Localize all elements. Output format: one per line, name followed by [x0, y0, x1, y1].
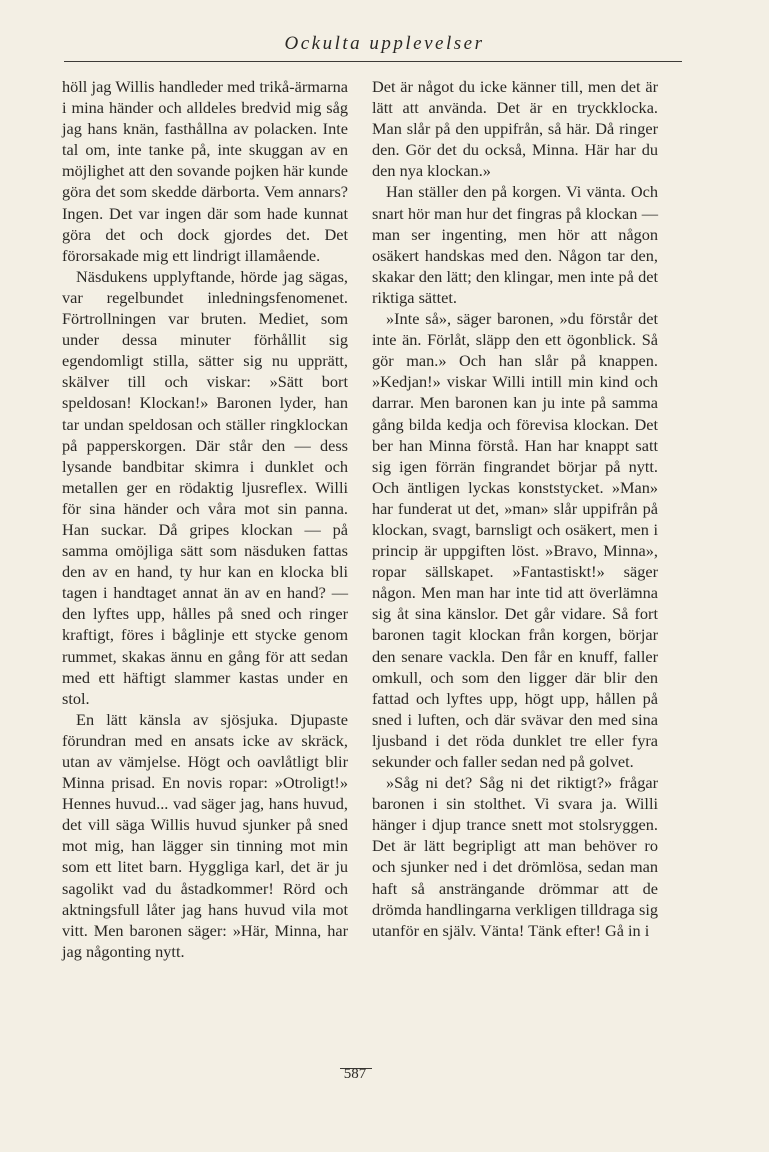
- right-paragraph-3: »Inte så», säger baronen, »du förstår det inte än. Förlåt, släpp den ett ögonblick. Så gör man.» Och han slår på knappen. »Kedjan!» viskar Willi intill min kind och darrar. Men baronen kan ju inte på samma gång bilda kedja och förevisa klockan. Det ber han Minna förstå. Han har knappt satt sig igen förrän fingrandet börjar på nytt. Och äntligen lyckas konststycket. »Man» har funderat ut det, »man» slår uppifrån på klockan, svagt, barnsligt och osäkert, men i princip är uppgiften löst. »Bravo, Minna», ropar sällskapet. »Fantastiskt!» säger någon. Men man har inte tid att överlämna sig åt sina känslor. Det går vidare. Så fort baronen tagit klockan från korgen, börjar den senare vackla. Den får en knuff, faller omkull, och som den ligger där blir den fattad och lyftes upp, högt upp, hållen på sned i luften, och där svävar den med sina ljusband i det röda dunklet tre eller fyra sekunder och faller sedan ned på golvet.: [372, 309, 658, 771]
- left-paragraph-1: höll jag Willis handleder med trikå-ärmarna i mina händer och alldeles bredvid mig såg jag hans knän, fasthållna av polacken. Inte tal om, inte tanke på, inte skuggan av en möjlighet att den sovande pojken här kunde göra det som skedde därborta. Vem annars? Ingen. Det var ingen där som hade kunnat göra det och dock gjordes det. Det förorsakade mig ett lindrigt illamående.: [62, 77, 348, 265]
- page-number: 587: [343, 1066, 367, 1082]
- header-rule: [64, 61, 682, 62]
- left-paragraph-3: En lätt känsla av sjösjuka. Djupaste förundran med en ansats icke av skräck, utan av vämjelse. Högt och oavlåtligt blir Minna prisad. En novis ropar: »Otroligt!» Hennes huvud... vad säger jag, hans huvud, det vill säga Willis huvud sjunker på sned mot mig, han lägger sin tinning mot min som ett litet barn. Hyggliga karl, det är ju sagolikt vad du åstadkommer! Rörd och aktningsfull låter jag hans huvud vila mot vitt. Men baronen säger: »Här, Minna, har jag någonting nytt.: [62, 709, 348, 961]
- right-paragraph-2: Han ställer den på korgen. Vi vänta. Och snart hör man hur det fingras på klockan — man ser ingenting, men hör att någon osäkert handskas med den. Någon tar den, skakar den lätt; den klingar, men inte på det riktiga sättet.: [372, 182, 658, 307]
- running-header: Ockulta upplevelser: [284, 33, 485, 54]
- left-paragraph-2: Näsdukens upplyftande, hörde jag sägas, var regelbundet inledningsfenomenet. Förtrollningen var bruten. Mediet, som under dessa minuter förhållit sig egendomligt stilla, sätter sig nu upprätt, skälver till och viskar: »Sätt bort speldosan! Klockan!» Baronen lyder, han tar undan speldosan och ställer ringklockan på papperskorgen. Där står den — dess lysande bandbitar skimra i dunklet och metallen ger en rödaktig ljusreflex. Willi för sina händer och våra mot sin panna. Han suckar. Då gripes klockan — på samma omöjliga sätt som näsduken fattas den av en hand, ty hur kan en klocka bli tagen i handtaget annat än av en hand? — den lyftes upp, hålles på sned och ringer kraftigt, föres i båglinje ett stycke genom rummet, skakas ännu en gång för att sedan med ett häftigt slammer kastas under en stol.: [62, 266, 348, 708]
- right-column: [372, 76, 658, 941]
- right-paragraph-1: Det är något du icke känner till, men det är lätt att använda. Det är en tryckklocka. Man slår på den uppifrån, så här. Då ringer den. Gör det du också, Minna. Här har du den nya klockan.»: [372, 77, 658, 181]
- left-column: [62, 76, 348, 962]
- right-paragraph-4: »Såg ni det? Såg ni det riktigt?» frågar baronen i sin stolthet. Vi svara ja. Willi hänger i djup trance snett mot stolsryggen. Det är lätt begripligt att man behöver ro och sjunker ned i det drömlösa, sedan man haft så ansträngande drömmar att de drömda handlingarna verkligen tilldraga sig utanför en själv. Vänta! Tänk efter! Gå in i: [372, 773, 658, 940]
